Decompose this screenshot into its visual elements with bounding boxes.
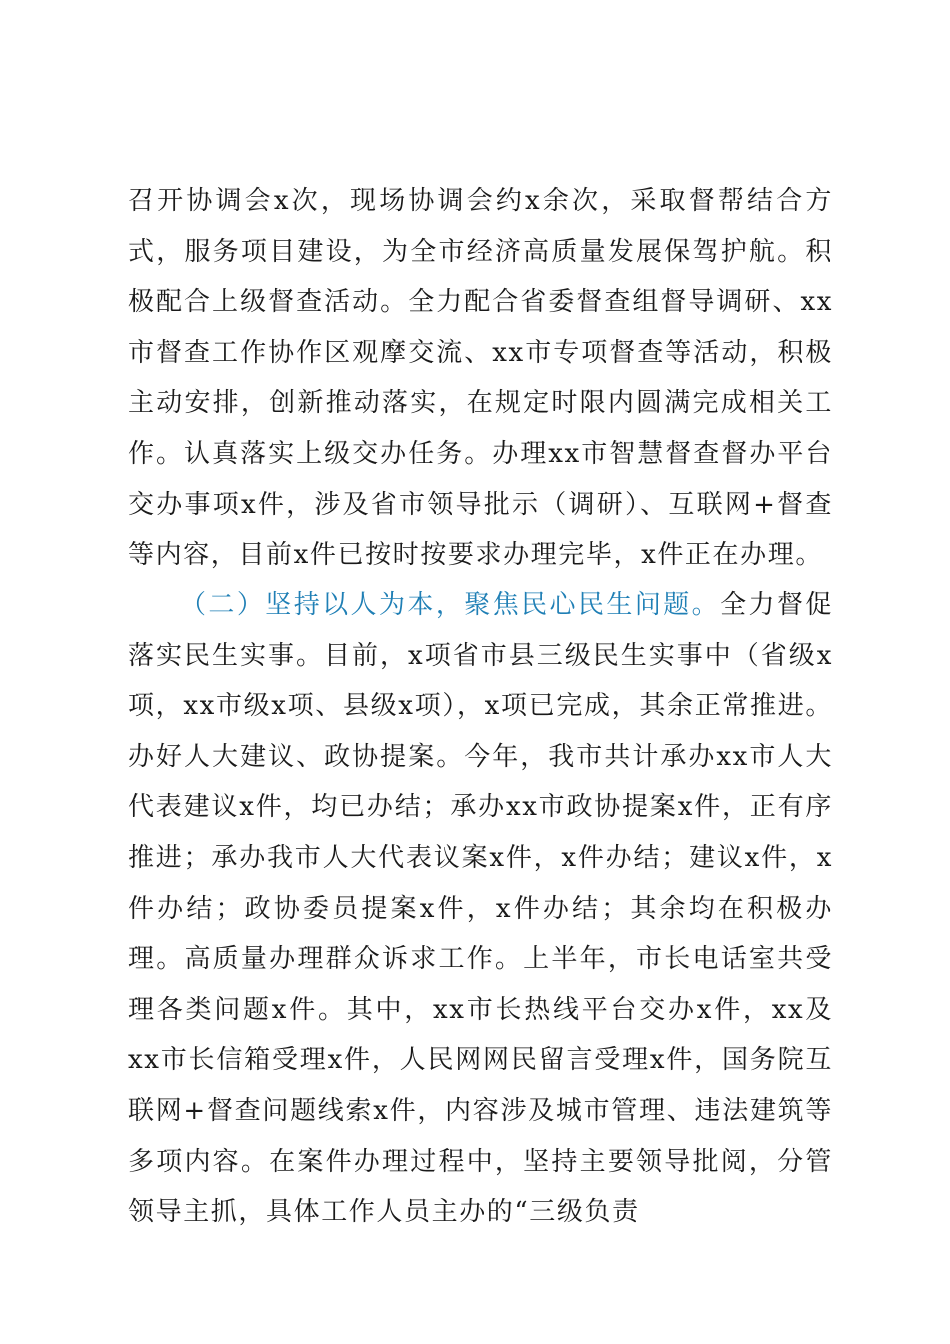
body-paragraph-1: 召开协调会x次，现场协调会约x余次，采取督帮结合方式，服务项目建设，为全市经济高质量发展保驾护航。积极配合上级督查活动。全力配合省委督查组督导调研、xx市督查工作协作区观摩交流、xx市专项督查等活动，积极主动安排，创新推动落实，在规定时限内圆满完成相关工作。认真落实上级交办任务。办理xx市智慧督查督办平台交办事项x件，涉及省市领导批示（调研）、互联网+督查等内容，目前x件已按时按要求办理完毕，x件正在办理。 — [128, 186, 833, 571]
body-paragraph-2 — [128, 580, 833, 1238]
section-heading: （二）坚持以人为本，聚焦民心民生问题。 — [180, 590, 721, 620]
section-body-text: 全力督促落实民生实事。目前，x项省市县三级民生实事中（省级x项，xx市级x项、县级x项），x项已完成，其余正常推进。办好人大建议、政协提案。今年，我市共计承办xx市人大代表建议x件，均已办结；承办xx市政协提案x件，正有序推进；承办我市人大代表议案x件，x件办结；建议x件，x件办结；政协委员提案x件，x件办结；其余均在积极办理。高质量办理群众诉求工作。上半年，市长电话室共受理各类问题x件。其中，xx市长热线平台交办x件，xx及xx市长信箱受理x件，人民网网民留言受理x件，国务院互联网+督查问题线索x件，内容涉及城市管理、违法建筑等多项内容。在案件办理过程中，坚持主要领导批阅，分管领导主抓，具体工作人员主办的“三级负责 — [128, 590, 833, 1228]
